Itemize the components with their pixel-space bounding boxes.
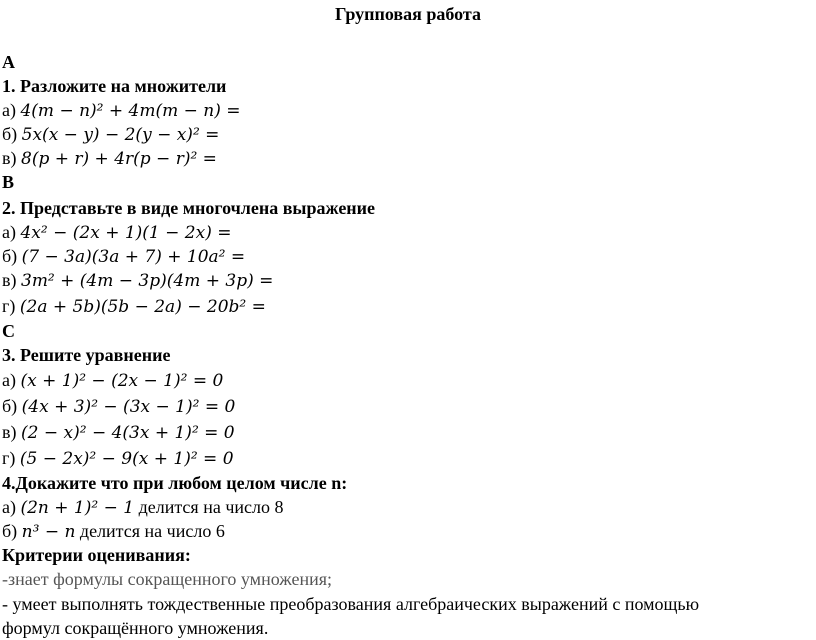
item-expression: (x + 1)² − (2x − 1)² = 0 [20,371,224,391]
item-expression: n³ − n [21,522,76,542]
criteria-line-1: -знает формулы сокращенного умножения; [2,569,332,589]
task2-item-d [2,294,266,319]
task2-item-c [2,268,273,293]
item-label: а) [2,370,16,390]
item-label: в) [2,270,17,290]
task2-heading: 2. Представьте в виде многочлена выражение [2,198,376,218]
item-label: г) [2,448,16,468]
item-expression: 5x(x − y) − 2(y − x)² = [21,125,220,145]
item-label: а) [2,100,16,120]
item-expression: (2 − x)² − 4(3x + 1)² = 0 [21,423,235,443]
criteria-line-3: формул сокращённого умножения. [2,618,269,638]
item-label: г) [2,296,16,316]
item-expression: 8(p + r) + 4r(p − r)² = [21,149,217,169]
task2-item-b [2,244,245,269]
task4-item-b [2,519,225,544]
item-expression: (4x + 3)² − (3x − 1)² = 0 [21,397,236,417]
item-label: а) [2,497,16,517]
task3-item-c [2,420,235,445]
item-expression: 4(m − n)² + 4m(m − n) = [20,101,241,121]
section-c-label: С [2,321,15,341]
task4-item-a [2,495,283,520]
item-label: а) [2,222,16,242]
task3-item-d [2,446,234,471]
item-expression: (2a + 5b)(5b − 2a) − 20b² = [19,297,266,317]
task1-heading: 1. Разложите на множители [2,76,227,96]
item-label: в) [2,148,17,168]
item-expression: 3m² + (4m − 3p)(4m + 3p) = [21,271,274,291]
task2-item-a [2,220,231,245]
section-b-label: В [2,172,15,192]
item-expression: 4x² − (2x + 1)(1 − 2x) = [20,223,232,243]
task1-item-c [2,146,217,171]
item-text: делится на число 8 [134,497,284,517]
item-label: б) [2,246,18,266]
task3-heading: 3. Решите уравнение [2,345,171,365]
item-label: в) [2,422,17,442]
item-label: б) [2,124,18,144]
item-expression: (5 − 2x)² − 9(x + 1)² = 0 [19,449,234,469]
task4-heading: 4.Докажите что при любом целом числе n: [2,473,348,493]
task1-item-b [2,122,219,147]
criteria-line-2: - умеет выполнять тождественные преобразования алгебраических выражений с помощью [2,594,700,614]
item-text: делится на число 6 [75,521,225,541]
criteria-heading: Критерии оценивания: [2,545,191,565]
task1-item-a [2,98,241,123]
item-expression: (7 − 3a)(3a + 7) + 10a² = [21,247,246,267]
task3-item-b [2,394,235,419]
item-expression: (2n + 1)² − 1 [20,498,135,518]
section-a-label: А [2,52,15,72]
item-label: б) [2,396,18,416]
task3-item-a [2,368,223,393]
item-label: б) [2,521,18,541]
page-title: Групповая работа [335,4,481,24]
